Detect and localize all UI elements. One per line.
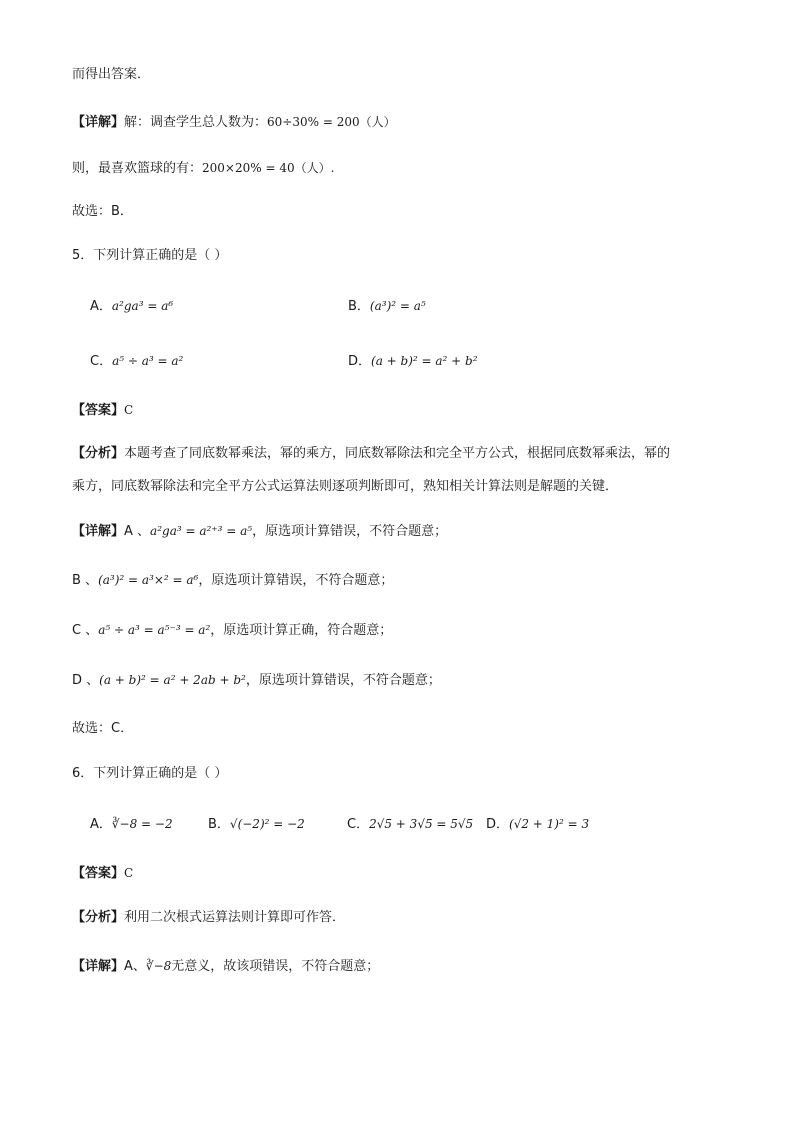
math-expression: (a + b)² = a² + 2ab + b² <box>99 673 246 687</box>
math-expression: a²ga³ = a²⁺³ = a⁵ <box>150 524 253 538</box>
q6-option-d <box>486 815 589 834</box>
option-label: D． <box>348 354 372 369</box>
q6-option-c <box>347 815 473 834</box>
text-line: 而得出答案． <box>72 67 151 82</box>
q5-option-d <box>348 352 478 371</box>
text-line <box>72 159 334 178</box>
item-prefix: C 、 <box>72 623 99 638</box>
detail-line <box>72 671 441 690</box>
answer-value: C <box>124 866 134 880</box>
section-tag: 【详解】 <box>72 959 125 974</box>
item-prefix: A 、 <box>124 524 151 539</box>
text: 解：调查学生总人数为： <box>124 115 268 130</box>
section-tag: 【分析】 <box>72 910 125 925</box>
math-expression: ∛−8 = −2 <box>111 817 173 831</box>
text: 则，最喜欢篮球的有： <box>72 161 203 176</box>
text: ，原选项计算错误，不符合题意； <box>252 524 448 539</box>
option-label: A． <box>90 817 112 832</box>
q5-option-a <box>90 297 173 316</box>
math-expression: a²ga³ = a⁶ <box>111 299 174 313</box>
question-6: 6．下列计算正确的是（ ） <box>72 766 228 781</box>
option-label: C． <box>347 817 370 832</box>
text: 利用二次根式运算法则计算即可作答． <box>124 910 346 925</box>
option-label: C． <box>90 354 113 369</box>
detail-line <box>72 621 392 640</box>
text: ，原选项计算错误，不符合题意； <box>198 573 394 588</box>
text-line: 故选：C． <box>72 721 134 736</box>
text: 无意义，故该项错误，不符合题意； <box>171 959 380 974</box>
math-expression: √(−2)² = −2 <box>229 817 305 831</box>
option-label: A． <box>90 299 112 314</box>
item-prefix: B 、 <box>72 573 99 588</box>
q6-option-a <box>90 815 173 834</box>
q6-option-b <box>208 815 305 834</box>
option-label: B． <box>208 817 230 832</box>
text: ，原选项计算正确，符合题意； <box>210 623 393 638</box>
detail-line <box>72 957 379 976</box>
analysis-line <box>72 909 345 927</box>
section-tag: 【分析】 <box>72 446 125 461</box>
text-line: 故选：B． <box>72 204 133 219</box>
answer-line <box>72 401 133 420</box>
section-tag: 【答案】 <box>72 866 125 881</box>
math-expression: 60÷30% = 200（人） <box>267 115 396 129</box>
q5-option-b <box>348 297 426 316</box>
detail-line <box>72 113 396 132</box>
math-expression: a⁵ ÷ a³ = a⁵⁻³ = a² <box>98 623 211 637</box>
section-tag: 【详解】 <box>72 524 125 539</box>
section-tag: 【答案】 <box>72 403 125 418</box>
math-expression: 2√5 + 3√5 = 5√5 <box>369 817 474 831</box>
math-expression: (a³)² = a³×² = a⁶ <box>98 573 199 587</box>
option-label: D． <box>486 817 510 832</box>
math-expression: a⁵ ÷ a³ = a² <box>112 354 184 368</box>
text: 本题考查了同底数幂乘法，幂的乘方，同底数幂除法和完全平方公式，根据同底数幂乘法，幂的 <box>124 446 671 461</box>
detail-line <box>72 522 447 541</box>
analysis-line <box>72 445 670 463</box>
math-expression: 200×20% = 40（人）. <box>202 161 335 175</box>
detail-line <box>72 571 393 590</box>
item-prefix: D 、 <box>72 673 100 688</box>
math-expression: ∛−8 <box>145 959 172 973</box>
math-expression: (a³)² = a⁵ <box>369 299 426 313</box>
answer-line <box>72 864 133 883</box>
section-tag: 【详解】 <box>72 115 125 130</box>
q5-option-c <box>90 352 183 371</box>
text: ，原选项计算错误，不符合题意； <box>245 673 441 688</box>
option-label: B． <box>348 299 370 314</box>
answer-value: C <box>124 403 134 417</box>
item-prefix: A、 <box>124 959 146 974</box>
question-5: 5．下列计算正确的是（ ） <box>72 248 228 263</box>
math-expression: (√2 + 1)² = 3 <box>509 817 590 831</box>
analysis-line-2: 乘方，同底数幂除法和完全平方公式运算法则逐项判断即可，熟知相关计算法则是解题的关键． <box>72 479 619 494</box>
math-expression: (a + b)² = a² + b² <box>371 354 478 368</box>
